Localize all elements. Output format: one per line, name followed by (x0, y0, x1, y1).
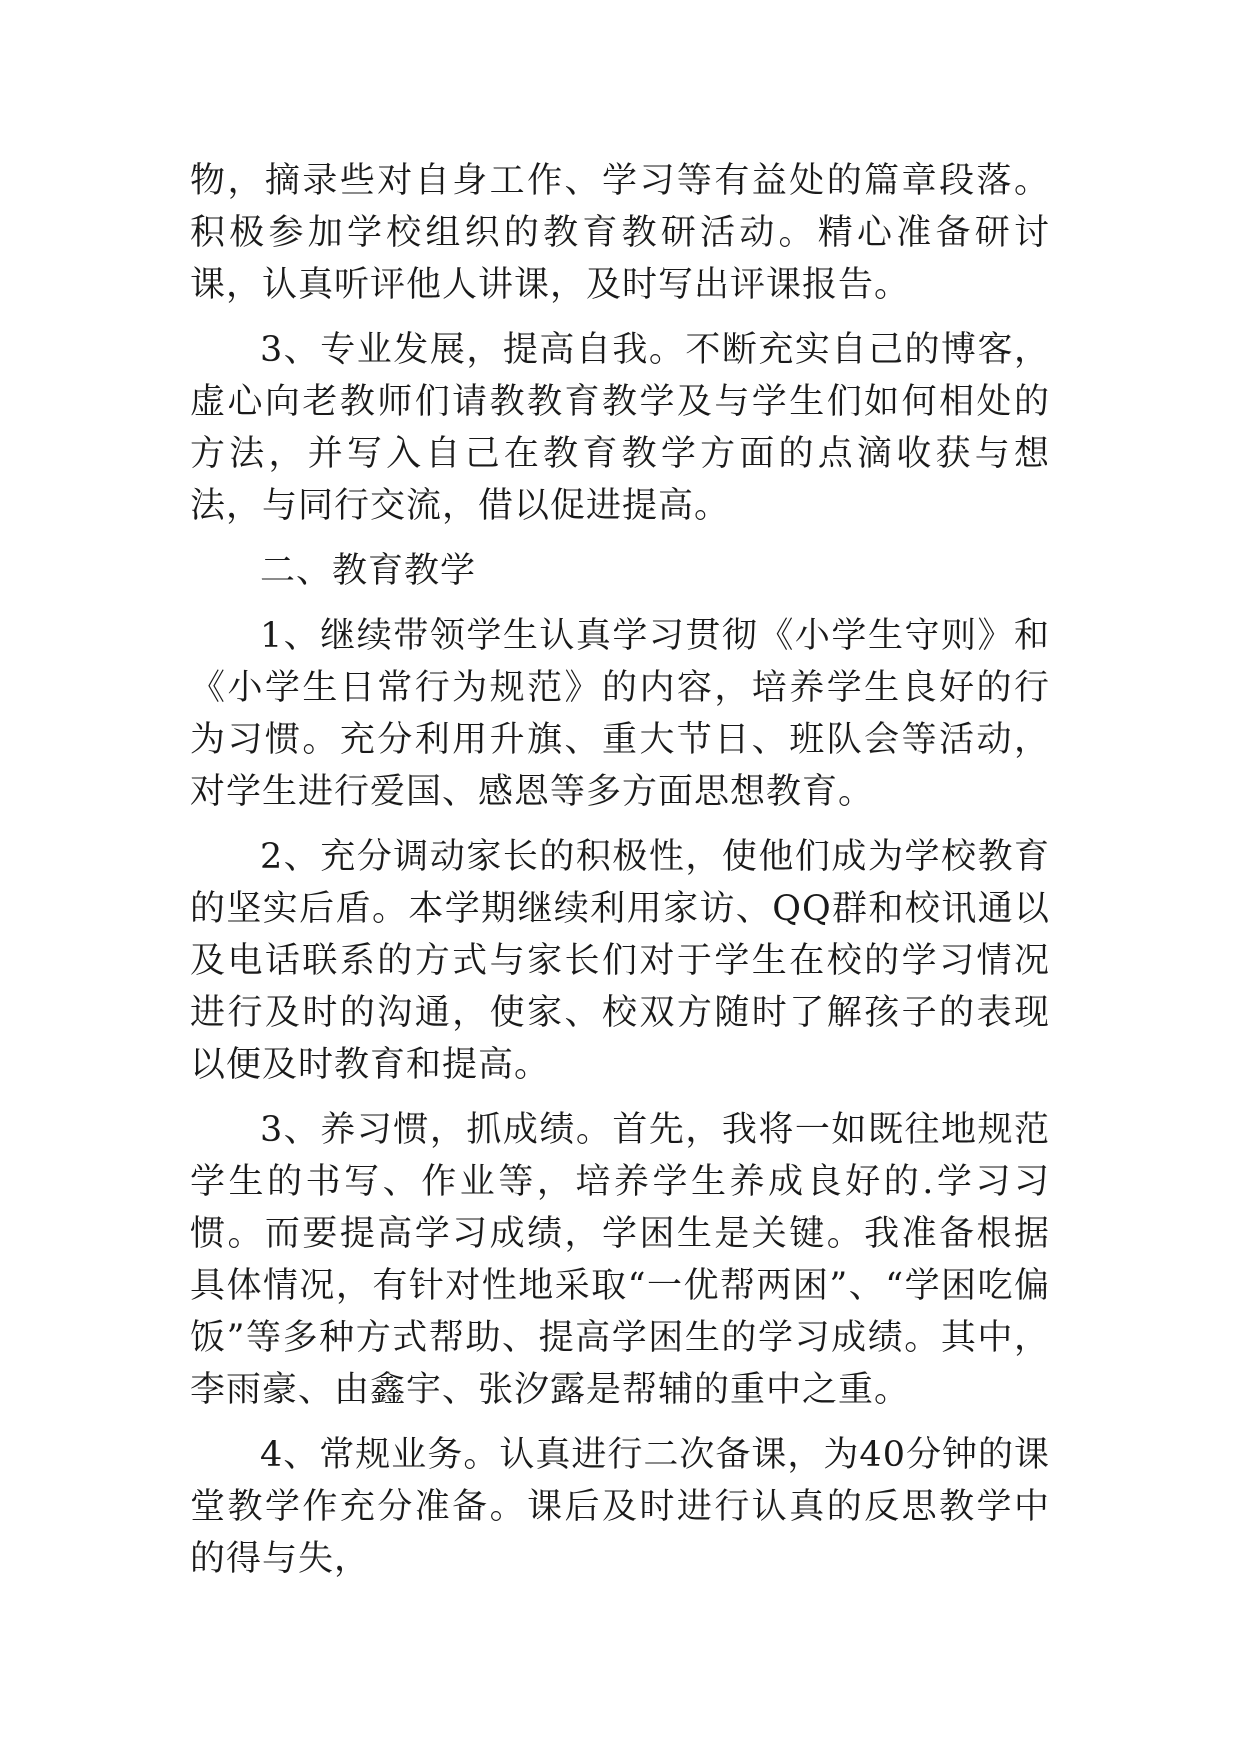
paragraph-6: 4、常规业务。认真进行二次备课，为40分钟的课堂教学作充分准备。课后及时进行认真的反思教学中的得与失， (190, 1435, 1050, 1579)
paragraph-3: 1、继续带领学生认真学习贯彻《小学生守则》和《小学生日常行为规范》的内容，培养学生良好的行为习惯。充分利用升旗、重大节日、班队会等活动，对学生进行爱国、感恩等多方面思想教育。 (190, 616, 1050, 812)
section-heading-education: 二、教育教学 (260, 551, 477, 591)
document-body (190, 155, 1050, 1585)
paragraph-4: 2、充分调动家长的积极性，使他们成为学校教育的坚实后盾。本学期继续利用家访、QQ群和校讯通以及电话联系的方式与家长们对于学生在校的学习情况进行及时的沟通，使家、校双方随时了解孩子的表现以便及时教育和提高。 (190, 837, 1050, 1085)
paragraph-1: 物，摘录些对自身工作、学习等有益处的篇章段落。积极参加学校组织的教育教研活动。精心准备研讨课，认真听评他人讲课，及时写出评课报告。 (190, 161, 1050, 305)
paragraph-2: 3、专业发展，提高自我。不断充实自己的博客，虚心向老教师们请教教育教学及与学生们如何相处的方法，并写入自己在教育教学方面的点滴收获与想法，与同行交流，借以促进提高。 (190, 330, 1050, 526)
paragraph-5: 3、养习惯，抓成绩。首先，我将一如既往地规范学生的书写、作业等，培养学生养成良好的.学习习惯。而要提高学习成绩，学困生是关键。我准备根据具体情况，有针对性地采取“一优帮两困”、“学困吃偏饭”等多种方式帮助、提高学困生的学习成绩。其中，李雨豪、由鑫宇、张汐露是帮辅的重中之重。 (190, 1110, 1050, 1410)
